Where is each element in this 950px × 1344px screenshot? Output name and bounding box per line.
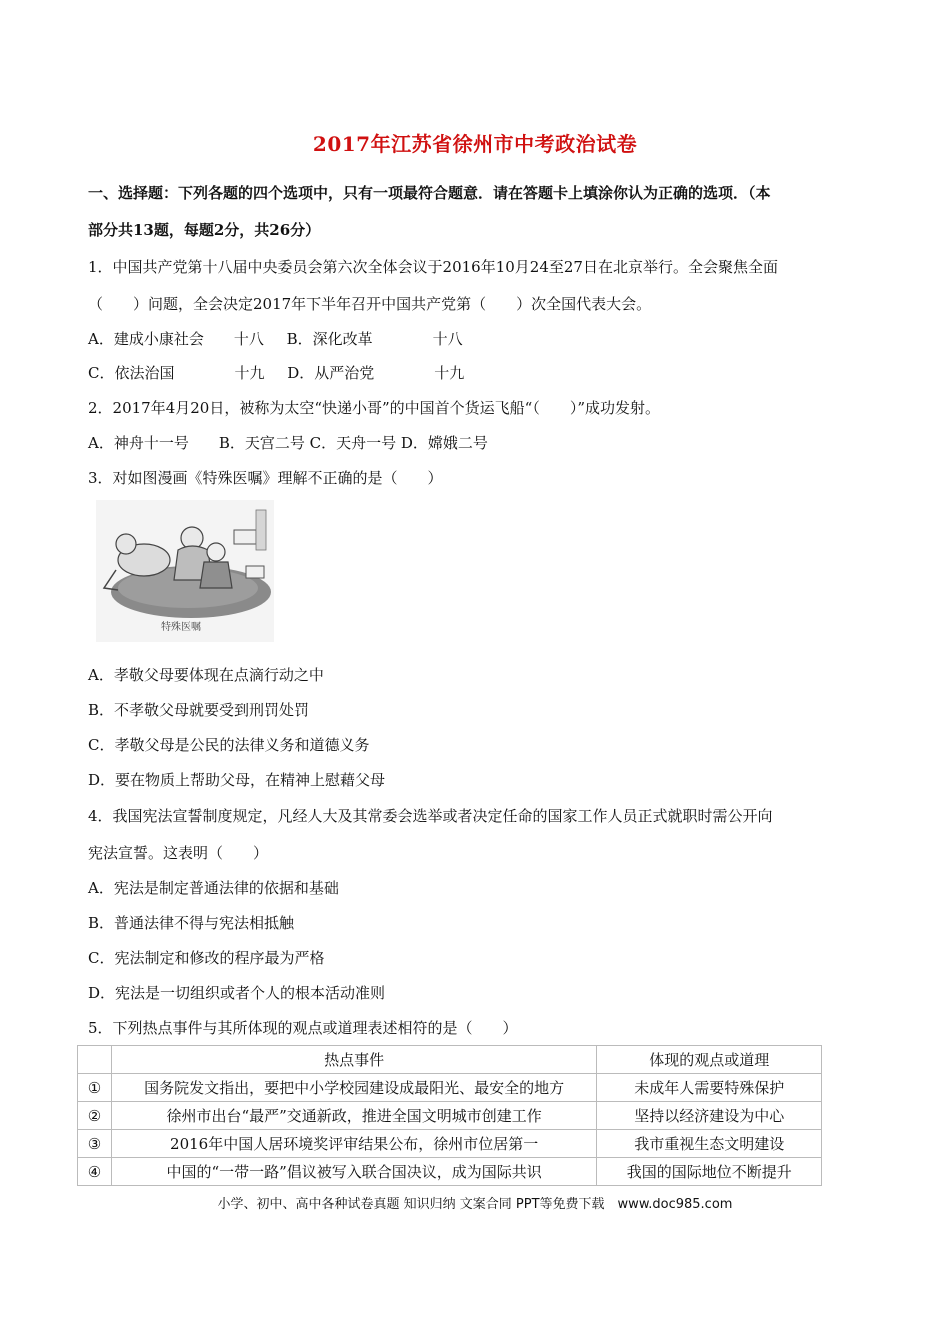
question-3-option-b: B．不孝敬父母就要受到刑罚处罚	[88, 701, 310, 719]
question-1-option-a: A．建成小康社会 十八	[88, 330, 264, 348]
row-view: 未成年人需要特殊保护	[597, 1074, 822, 1102]
question-3-stem: 3．对如图漫画《特殊医嘱》理解不正确的是（ ）	[88, 469, 443, 487]
row-event: 徐州市出台“最严”交通新政，推进全国文明城市创建工作	[111, 1102, 597, 1130]
row-number: ①	[78, 1074, 112, 1102]
question-4-option-a: A．宪法是制定普通法律的依据和基础	[88, 879, 339, 897]
question-4-option-c: C．宪法制定和修改的程序最为严格	[88, 949, 325, 967]
row-view: 我市重视生态文明建设	[597, 1130, 822, 1158]
row-event: 中国的“一带一路”倡议被写入联合国决议，成为国际共识	[111, 1158, 597, 1186]
question-1-option-b: B．深化改革 十八	[286, 330, 463, 348]
row-number: ③	[78, 1130, 112, 1158]
question-1-options-row-2	[88, 362, 464, 383]
question-1-option-d: D．从严治党 十九	[287, 364, 465, 382]
table-row	[78, 1102, 822, 1130]
row-event: 国务院发文指出，要把中小学校园建设成最阳光、最安全的地方	[111, 1074, 597, 1102]
page-footer[interactable]: 小学、初中、高中各种试卷真题 知识归纳 文案合同 PPT等免费下载 www.doc985.com	[217, 1197, 733, 1212]
table-header-num	[78, 1046, 112, 1074]
question-3-option-a: A．孝敬父母要体现在点滴行动之中	[88, 666, 324, 684]
question-2-options: A．神舟十一号 B．天宫二号 C．天舟一号 D．嫦娥二号	[88, 434, 488, 452]
row-number: ②	[78, 1102, 112, 1130]
question-3-option-c: C．孝敬父母是公民的法律义务和道德义务	[88, 736, 370, 754]
question-1-option-c: C．依法治国 十九	[88, 364, 265, 382]
question-1-stem-line-1: 1．中国共产党第十八届中央委员会第六次全体会议于2016年10月24至27日在北京举行。全会聚焦全面	[88, 258, 778, 276]
question-4-option-d: D．宪法是一切组织或者个人的根本活动准则	[88, 984, 386, 1002]
section-heading-line-2: 部分共13题，每题2分，共26分）	[88, 221, 321, 239]
table-header-event: 热点事件	[111, 1046, 597, 1074]
question-3-option-d: D．要在物质上帮助父母，在精神上慰藉父母	[88, 771, 386, 789]
table-row	[78, 1158, 822, 1186]
table-row	[78, 1130, 822, 1158]
question-4-stem-line-2: 宪法宣誓。这表明（ ）	[88, 844, 269, 862]
section-heading-line-1: 一、选择题：下列各题的四个选项中，只有一项最符合题意．请在答题卡上填涂你认为正确的选项．（本	[88, 184, 771, 202]
hot-events-table	[77, 1045, 822, 1186]
cartoon-illustration	[96, 500, 274, 642]
cartoon-caption: 特殊医嘱	[161, 622, 201, 633]
table-row	[78, 1074, 822, 1102]
question-4-option-b: B．普通法律不得与宪法相抵触	[88, 914, 295, 932]
question-4-stem-line-1: 4．我国宪法宣誓制度规定，凡经人大及其常委会选举或者决定任命的国家工作人员正式就职时需公开向	[88, 807, 773, 825]
exam-title: 2017年江苏省徐州市中考政治试卷	[312, 132, 638, 156]
question-1-stem-line-2: （ ）问题，全会决定2017年下半年召开中国共产党第（ ）次全国代表大会。	[88, 295, 652, 313]
table-header-row	[78, 1046, 822, 1074]
table-header-view: 体现的观点或道理	[597, 1046, 822, 1074]
row-event: 2016年中国人居环境奖评审结果公布，徐州市位居第一	[111, 1130, 597, 1158]
question-5-stem: 5．下列热点事件与其所体现的观点或道理表述相符的是（ ）	[88, 1019, 518, 1037]
row-number: ④	[78, 1158, 112, 1186]
row-view: 我国的国际地位不断提升	[597, 1158, 822, 1186]
question-2-stem: 2．2017年4月20日，被称为太空“快递小哥”的中国首个货运飞船“（ ）”成功发射。	[88, 399, 661, 417]
row-view: 坚持以经济建设为中心	[597, 1102, 822, 1130]
question-1-options-row-1	[88, 328, 463, 349]
